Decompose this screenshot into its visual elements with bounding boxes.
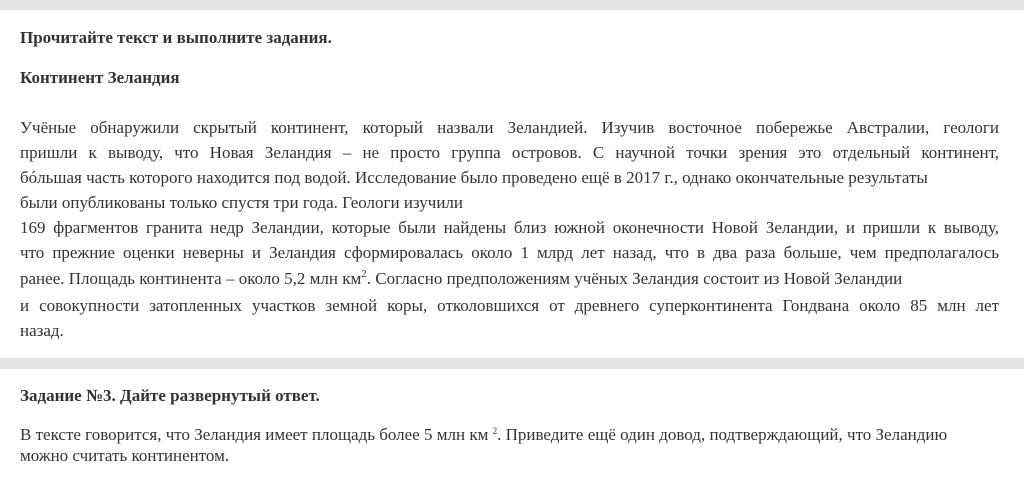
- passage-line-7: [20, 269, 999, 289]
- text-title: Континент Зеландия: [20, 68, 180, 87]
- task-line-1-start: В тексте говорится, что Зеландия имеет площадь более 5 млн км: [20, 425, 493, 444]
- task-heading: Задание №3. Дайте развернутый ответ.: [20, 386, 320, 405]
- passage-line-9: назад.: [20, 321, 64, 340]
- task-line-1-end: . Приведите ещё один довод, подтверждающий, что Зеландию: [497, 425, 948, 444]
- passage-line-8: и совокупности затопленных участков земной коры, отколовшихся от древнего суперконтинента Гондвана около 85 млн лет: [20, 296, 999, 315]
- passage-line-5: 169 фрагментов гранита недр Зеландии, которые были найдены близ южной оконечности Новой Зеландии, и пришли к выводу,: [20, 218, 999, 237]
- passage-line-7-start: ранее. Площадь континента – около 5,2 млн км: [20, 269, 362, 288]
- task-line-2: можно считать континентом.: [20, 446, 230, 465]
- passage-line-6: что прежние оценки неверны и Зеландия сформировалась около 1 млрд лет назад, что в два раза больше, чем предполагалось: [20, 243, 999, 262]
- superscript-two: 2: [361, 268, 367, 280]
- passage-line-3: бóльшая часть которого находится под водой. Исследование было проведено ещё в 2017 г., однако окончательные результаты: [20, 168, 928, 187]
- reading-panel: [0, 10, 1024, 358]
- instruction-heading: Прочитайте текст и выполните задания.: [20, 28, 332, 47]
- passage-line-1: Учёные обнаружили скрытый континент, который назвали Зеландией. Изучив восточное побережье Австралии, геологи: [20, 118, 999, 137]
- passage-line-4: были опубликованы только спустя три года. Геологи изучили: [20, 193, 464, 212]
- task-line-1: [20, 425, 999, 445]
- superscript-two: 2: [492, 426, 498, 436]
- passage-line-2: пришли к выводу, что Новая Зеландия – не просто группа островов. С научной точки зрения это отдельный континент,: [20, 143, 999, 162]
- task-panel: [0, 369, 1024, 499]
- passage-line-7-end: . Согласно предположениям учёных Зеландия состоит из Новой Зеландии: [366, 269, 903, 288]
